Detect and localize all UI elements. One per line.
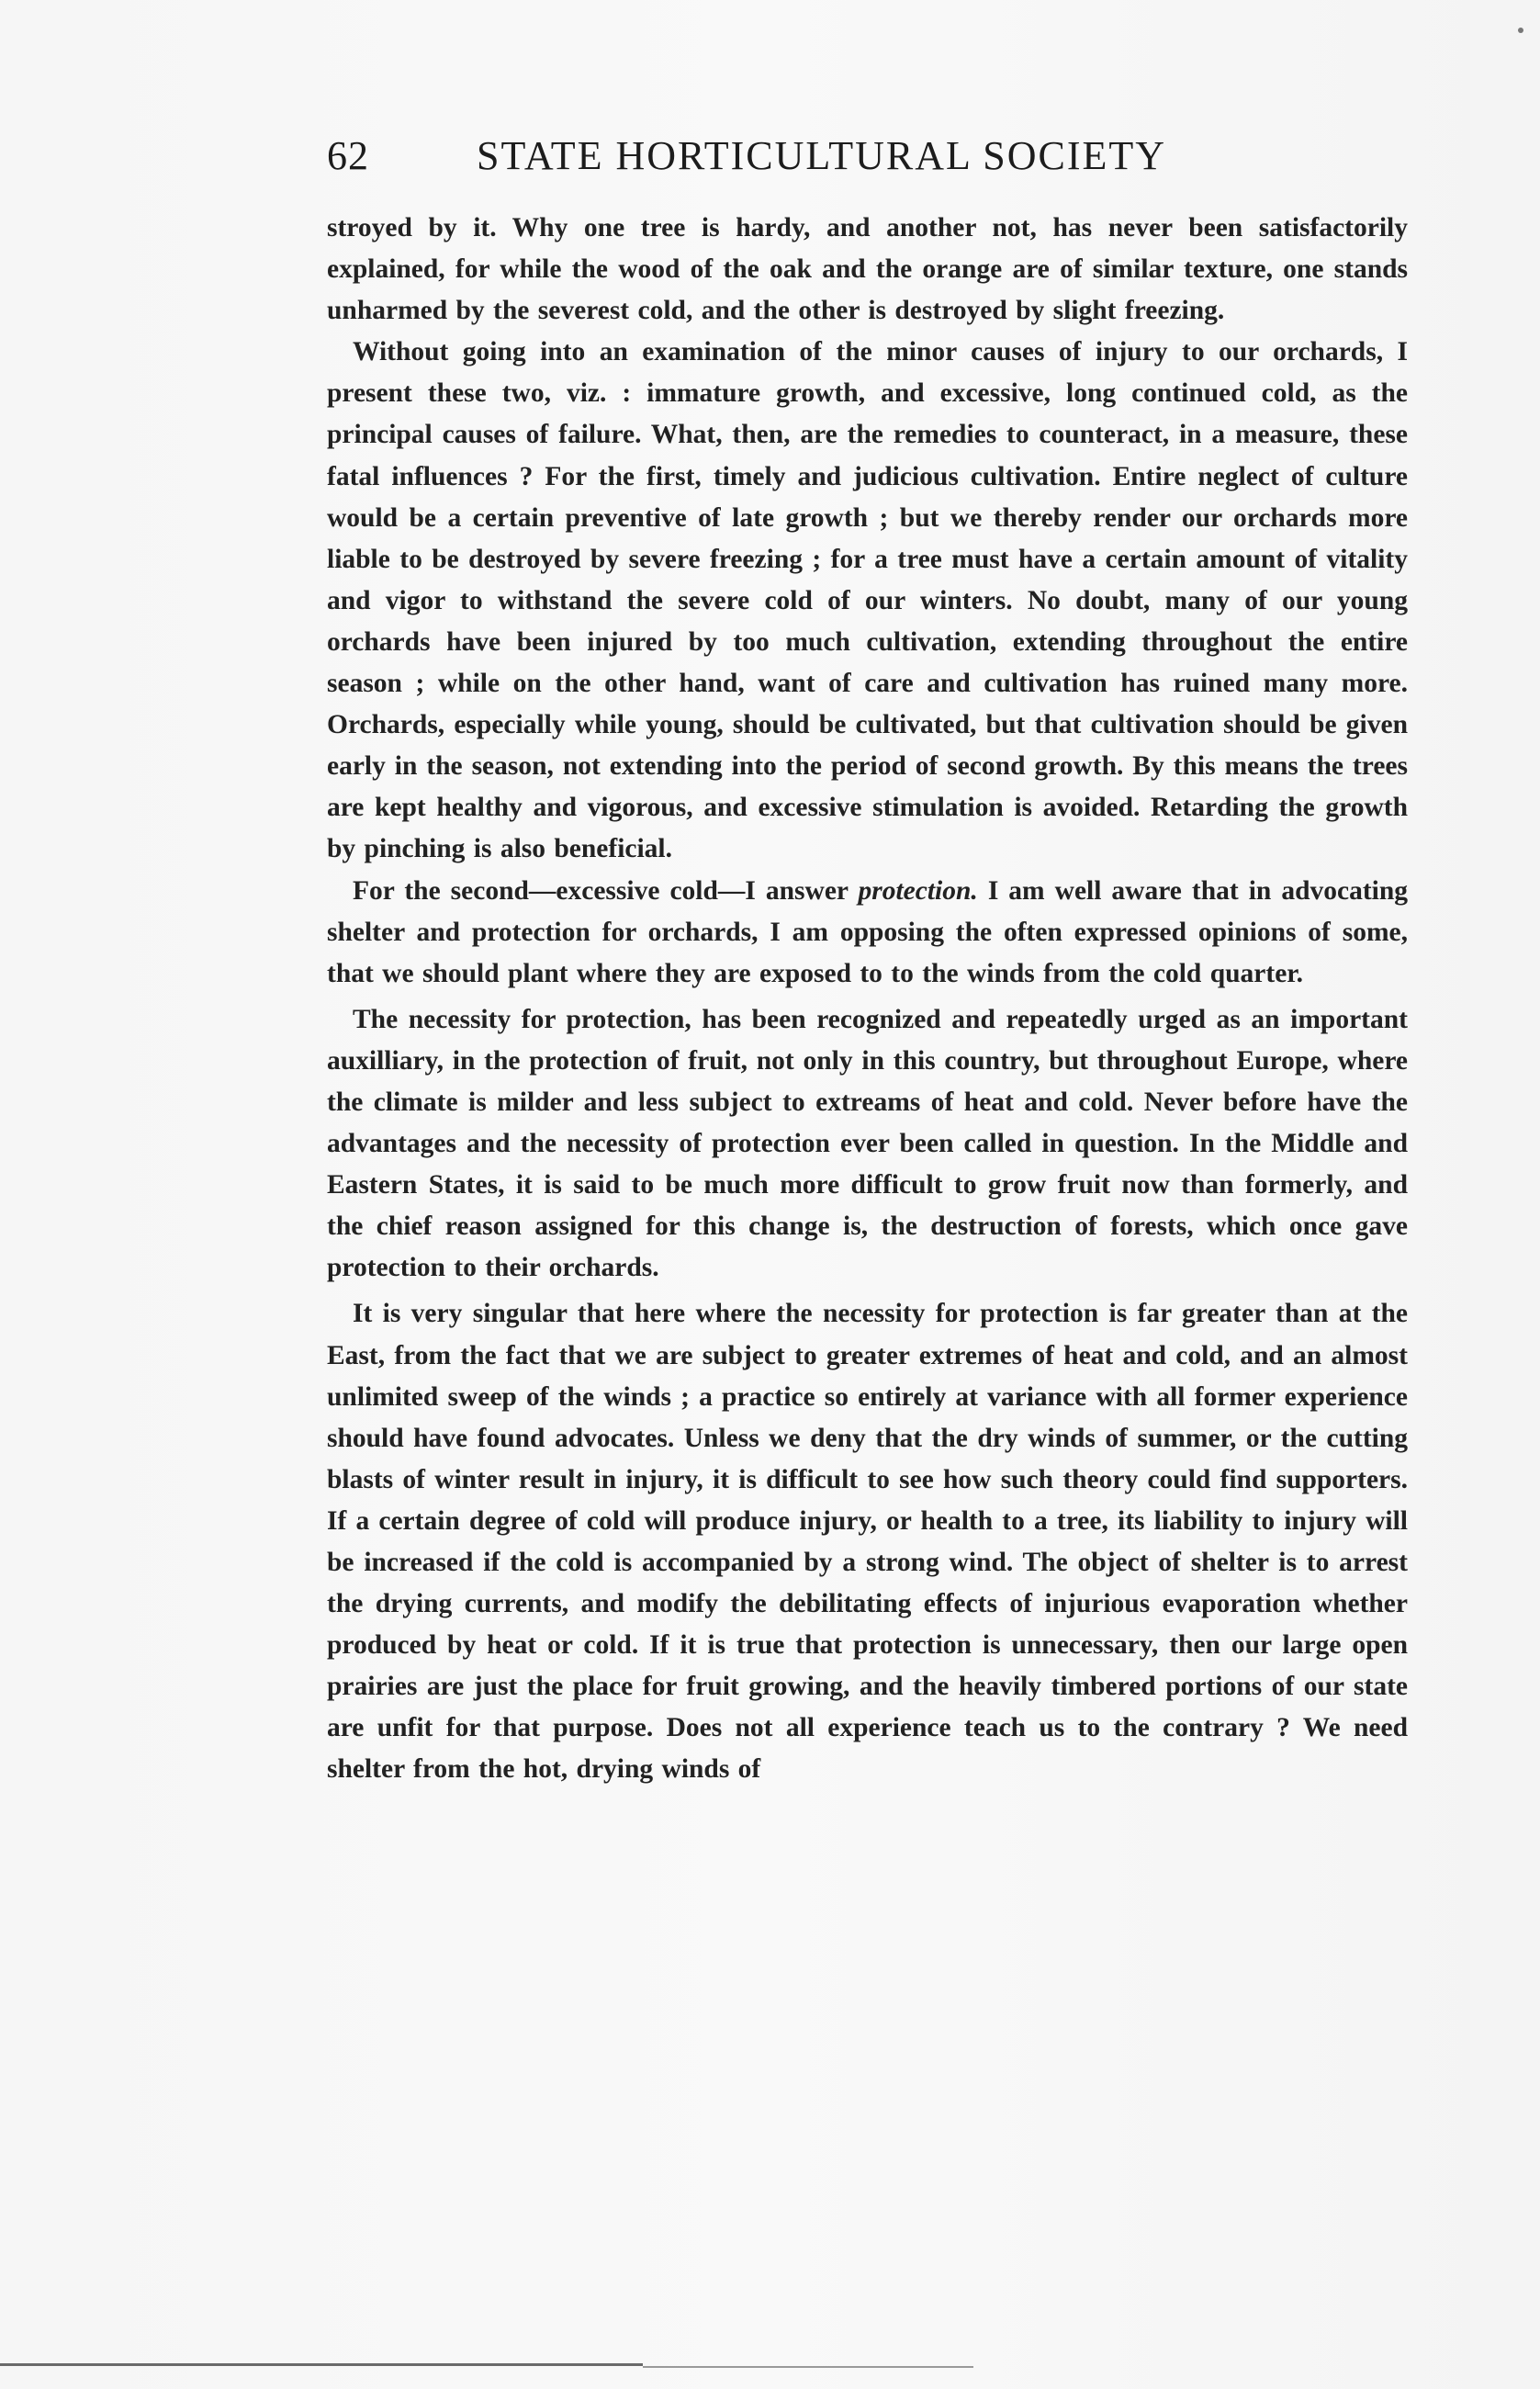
bottom-edge-line-faint	[643, 2366, 973, 2368]
paragraph-3-rest: I am well aware that in advocating shelter and protection for orchards, I am opposing the often expressed opinions of some, that we should plant where they are exposed to to the winds from the cold quarter.	[327, 875, 1409, 988]
ink-speck	[1518, 28, 1523, 33]
paragraph-3	[327, 871, 1408, 995]
paragraph-5: It is very singular that here where the necessity for protection is far greater than at the East, from the fact that we are subject to greater extremes of heat and cold, and an almost unlimited sweep of the winds ; a practice so entirely at variance with all former experience should have found advocates. Unless we deny that the dry winds of summer, or the cutting blasts of winter result in injury, it is difficult to see how such theory could find supporters. If a certain degree of cold will produce injury, or health to a tree, its liability to injury will be increased if the cold is accompanied by a strong wind. The object of shelter is to arrest the drying currents, and modify the debilitating effects of injurious evaporation whether produced by heat or cold. If it is true that protection is unnecessary, then our large open prairies are just the place for fruit growing, and the heavily timbered portions of our state are unfit for that purpose. Does not all experience teach us to the contrary ? We need shelter from the hot, drying winds of	[327, 1299, 1408, 1785]
body-text	[327, 208, 1408, 1791]
running-head: STATE HORTICULTURAL SOCIETY	[477, 133, 1167, 178]
paragraph-3-emphasis: protection.	[858, 875, 978, 906]
paragraph-1: stroyed by it. Why one tree is hardy, and another not, has never been satisfactorily explained, for while the wood of the oak and the orange are of similar texture, one stands unharmed by the severest cold, and the other is destroyed by slight freezing.	[327, 213, 1408, 326]
page-header	[327, 129, 1245, 184]
paragraph-4: The necessity for protection, has been recognized and repeatedly urged as an important auxilliary, in the protection of fruit, not only in this country, but throughout Europe, where the climate is milder and less subject to extreams of heat and cold. Never before have the advantages and the necessity of protection ever been called in question. In the Middle and Eastern States, it is said to be much more difficult to grow fruit now than formerly, and the chief reason assigned for this change is, the destruction of forests, which once gave protection to their orchards.	[327, 1004, 1408, 1283]
page-number: 62	[327, 133, 369, 178]
paragraph-2: Without going into an examination of the minor causes of injury to our orchards, I present these two, viz. : immature growth, and excessive, long continued cold, as the principal causes of failure. What, then, are the remedies to counteract, in a measure, these fatal influences ? For the first, timely and judicious cultivation. Entire neglect of culture would be a certain preventive of late growth ; but we thereby render our orchards more liable to be destroyed by severe freezing ; for a tree must have a certain amount of vitality and vigor to withstand the severe cold of our winters. No doubt, many of our young orchards have been injured by too much cultivation, extending throughout the entire season ; while on the other hand, want of care and cultivation has ruined many more. Orchards, especially while young, should be cultivated, but that cultivation should be given early in the season, not extending into the period of second growth. By this means the trees are kept healthy and vigorous, and excessive stimulation is avoided. Retarding the growth by pinching is also beneficial.	[327, 337, 1408, 864]
paragraph-3-lead: For the second—excessive cold—I answer	[353, 875, 849, 906]
bottom-edge-line	[0, 2363, 643, 2366]
